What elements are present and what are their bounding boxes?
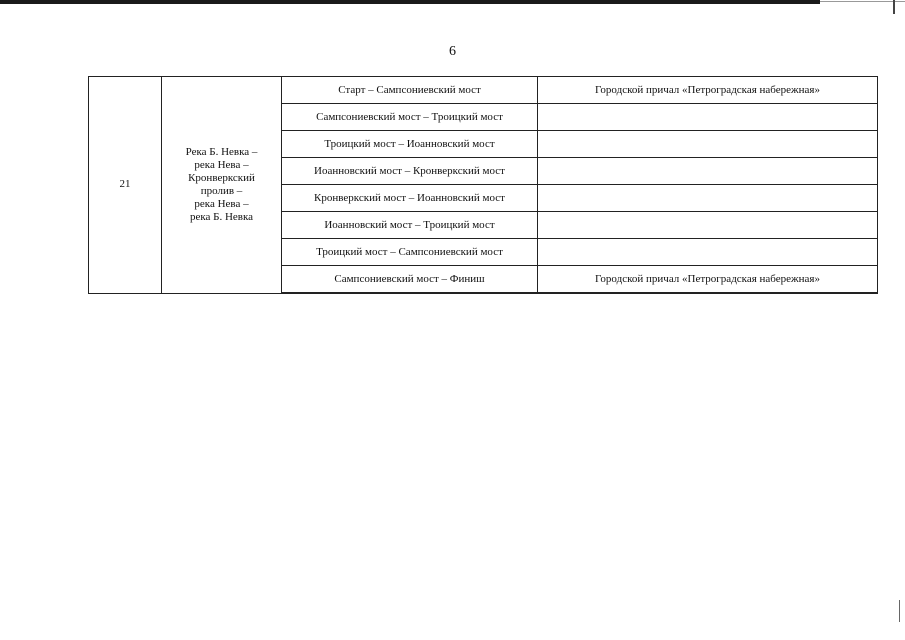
segment-cell: Иоанновский мост – Троицкий мост xyxy=(282,212,538,239)
pier-cell: Городской причал «Петроградская набережная» xyxy=(538,77,878,104)
table-row xyxy=(89,77,878,104)
segment-cell: Троицкий мост – Сампсониевский мост xyxy=(282,239,538,266)
river-line: река Б. Невка xyxy=(189,210,254,223)
segment-cell: Сампсониевский мост – Троицкий мост xyxy=(282,104,538,131)
page-number: 6 xyxy=(449,44,456,59)
segment-cell: Сампсониевский мост – Финиш xyxy=(282,266,538,294)
pier-cell xyxy=(538,104,878,131)
scan-top-edge xyxy=(0,0,820,4)
pier-cell xyxy=(538,185,878,212)
pier-cell xyxy=(538,239,878,266)
river-route xyxy=(162,77,282,294)
segment-cell: Кронверкский мост – Иоанновский мост xyxy=(282,185,538,212)
route-number: 21 xyxy=(89,77,162,294)
pier-cell: Городской причал «Петроградская набережная» xyxy=(538,266,878,294)
route-table xyxy=(88,76,878,294)
river-line: пролив – xyxy=(200,184,243,197)
river-line: Кронверкский xyxy=(188,171,255,184)
segment-cell: Троицкий мост – Иоанновский мост xyxy=(282,131,538,158)
river-line: река Нева – xyxy=(194,197,249,210)
pier-cell xyxy=(538,212,878,239)
scan-right-mark xyxy=(893,0,895,14)
river-line: река Нева – xyxy=(194,158,249,171)
scan-right-mark-bottom xyxy=(899,600,900,622)
segment-cell: Старт – Сампсониевский мост xyxy=(282,77,538,104)
river-line: Река Б. Невка – xyxy=(185,145,258,158)
segment-cell: Иоанновский мост – Кронверкский мост xyxy=(282,158,538,185)
pier-cell xyxy=(538,131,878,158)
pier-cell xyxy=(538,158,878,185)
